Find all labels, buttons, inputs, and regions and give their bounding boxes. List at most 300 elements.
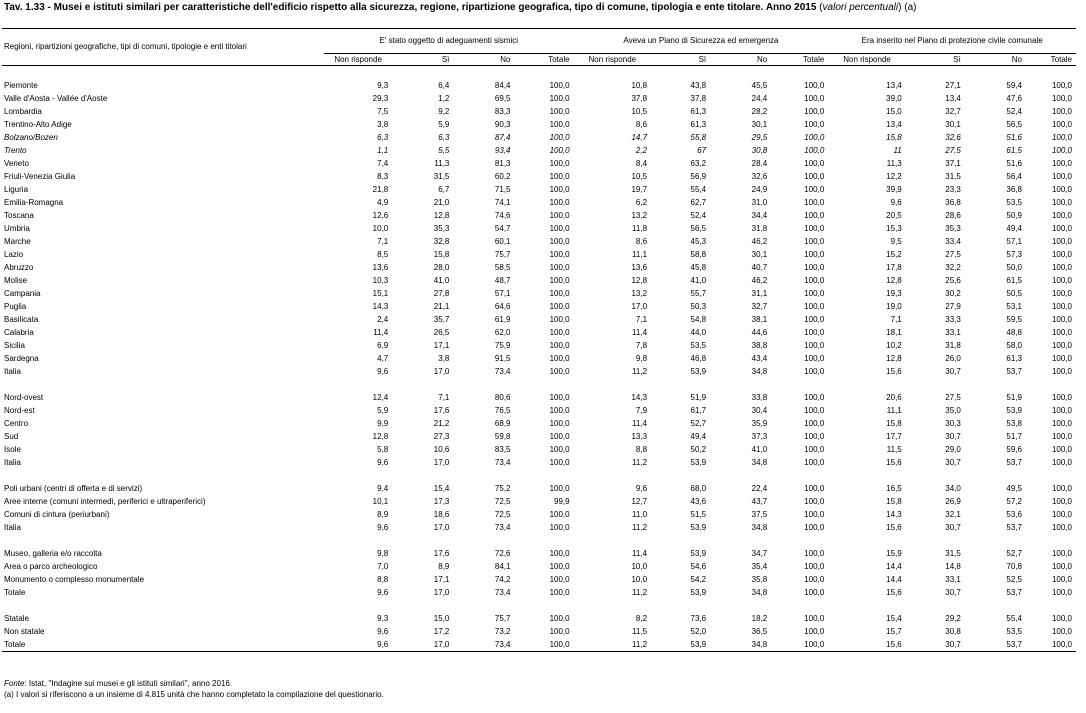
- table-row: [2, 313, 1076, 326]
- value-cell: 100,0: [549, 120, 570, 129]
- value-cell: 53,7: [965, 638, 1026, 652]
- value-cell: 2,4: [377, 315, 389, 324]
- value-cell: 52,7: [690, 419, 707, 428]
- value-cell: 11,3: [886, 159, 902, 168]
- value-cell: 8,5: [377, 250, 389, 259]
- row-label: Italia: [4, 458, 21, 467]
- title-unit-wrap: (valori percentuali) (a): [819, 2, 917, 13]
- value-cell: 53,7: [1006, 367, 1022, 376]
- value-cell: 100,0: [1051, 510, 1072, 519]
- value-cell: 17,6: [433, 406, 450, 415]
- value-cell: 93,4: [494, 146, 511, 155]
- section-spacer: [2, 599, 1076, 612]
- value-cell: 100,0: [549, 81, 570, 90]
- value-cell: 33,3: [945, 315, 961, 324]
- value-cell: 14,3: [886, 510, 902, 519]
- value-cell: 17,2: [433, 627, 450, 636]
- value-cell: 61,9: [494, 315, 511, 324]
- value-cell: 32,8: [433, 237, 450, 246]
- value-cell: 73,4: [494, 458, 511, 467]
- value-cell: 36,8: [1006, 185, 1022, 194]
- value-cell: 57,1: [494, 289, 511, 298]
- value-cell: 100,0: [1051, 393, 1072, 402]
- value-cell: 100,0: [549, 367, 570, 376]
- value-cell: 17,1: [433, 341, 450, 350]
- value-cell: 35,8: [751, 575, 768, 584]
- value-cell: 72,5: [494, 497, 511, 506]
- value-cell: 1,1: [377, 146, 389, 155]
- row-label: Bolzano/Bozen: [4, 133, 58, 142]
- value-cell: 100,0: [804, 120, 825, 129]
- row-label: Emilia-Romagna: [4, 198, 64, 207]
- value-cell: 100,0: [1051, 159, 1072, 168]
- value-cell: 61,7: [690, 406, 707, 415]
- value-cell: 41,0: [690, 276, 707, 285]
- value-cell: 100,0: [804, 263, 825, 272]
- value-cell: 29,3: [372, 94, 389, 103]
- spacer-cell: [2, 378, 1076, 391]
- value-cell: 26,0: [945, 354, 961, 363]
- row-label: Umbria: [4, 224, 30, 233]
- subcol-non-risponde: Non risponde: [574, 54, 651, 66]
- value-cell: 30,8: [945, 627, 961, 636]
- value-cell: 100,0: [549, 614, 570, 623]
- value-cell: 13,4: [945, 94, 961, 103]
- value-cell: 14,3: [631, 393, 648, 402]
- table-row: [2, 157, 1076, 170]
- value-cell: 52,5: [1006, 575, 1022, 584]
- value-cell: 11: [893, 146, 902, 155]
- value-cell: 17,3: [433, 497, 450, 506]
- value-cell: 9,6: [377, 458, 389, 467]
- value-cell: 43,8: [690, 81, 707, 90]
- value-cell: 10,2: [886, 341, 902, 350]
- value-cell: 61,3: [690, 120, 707, 129]
- value-cell: 100,0: [804, 341, 825, 350]
- value-cell: 15,6: [886, 367, 902, 376]
- table-row: [2, 118, 1076, 131]
- value-cell: 100,0: [804, 159, 825, 168]
- value-cell: 100,0: [549, 354, 570, 363]
- value-cell: 17,0: [433, 523, 450, 532]
- value-cell: 100,0: [1051, 406, 1072, 415]
- spacer-cell: [2, 534, 1076, 547]
- data-table: [2, 28, 1076, 652]
- value-cell: 30,1: [945, 120, 961, 129]
- value-cell: 58,8: [690, 250, 707, 259]
- value-cell: 100,0: [1051, 484, 1072, 493]
- title-unit: valori percentuali: [822, 2, 899, 13]
- subcol-totale: Totale: [515, 54, 574, 66]
- table-row: [2, 261, 1076, 274]
- value-cell: 100,0: [1051, 185, 1072, 194]
- value-cell: 13,2: [631, 211, 648, 220]
- value-cell: 34,4: [751, 211, 768, 220]
- value-cell: 100,0: [549, 198, 570, 207]
- value-cell: 30,7: [945, 523, 961, 532]
- value-cell: 18,1: [886, 328, 902, 337]
- value-cell: 10,0: [631, 562, 648, 571]
- value-cell: 11,2: [574, 638, 651, 652]
- value-cell: 14,7: [631, 133, 648, 142]
- value-cell: 11,0: [632, 510, 648, 519]
- value-cell: 15,2: [886, 250, 902, 259]
- value-cell: 76,5: [494, 406, 511, 415]
- value-cell: 10,1: [372, 497, 389, 506]
- value-cell: 12,2: [886, 172, 902, 181]
- value-cell: 45,8: [690, 263, 707, 272]
- value-cell: 8,6: [635, 120, 648, 129]
- source-label: Fonte: [4, 679, 25, 688]
- value-cell: 50,3: [690, 302, 707, 311]
- value-cell: 58,5: [494, 263, 511, 272]
- value-cell: 67: [697, 146, 707, 155]
- value-cell: 29,0: [945, 445, 961, 454]
- value-cell: 32,1: [945, 510, 961, 519]
- table-row: [2, 547, 1076, 560]
- value-cell: 53,1: [1006, 302, 1022, 311]
- value-cell: 59,8: [494, 432, 511, 441]
- value-cell: 23,3: [945, 185, 961, 194]
- value-cell: 9,8: [377, 549, 389, 558]
- value-cell: 51,7: [1006, 432, 1022, 441]
- value-cell: 100,0: [515, 638, 574, 652]
- table-row: [2, 183, 1076, 196]
- value-cell: 7,5: [377, 107, 389, 116]
- row-label: Campania: [4, 289, 41, 298]
- value-cell: 100,0: [1051, 172, 1072, 181]
- value-cell: 5,9: [377, 406, 389, 415]
- value-cell: 15,8: [886, 497, 902, 506]
- value-cell: 100,0: [549, 224, 570, 233]
- table-row: [2, 131, 1076, 144]
- value-cell: 9,6: [890, 198, 902, 207]
- value-cell: 58,0: [1006, 341, 1022, 350]
- value-cell: 84,4: [494, 81, 511, 90]
- value-cell: 74,2: [494, 575, 511, 584]
- value-cell: 100,0: [804, 419, 825, 428]
- source-note: [4, 678, 384, 689]
- value-cell: 45,5: [751, 81, 768, 90]
- row-label: Comuni di cintura (periurbani): [4, 510, 110, 519]
- value-cell: 27,1: [945, 81, 961, 90]
- value-cell: 100,0: [804, 107, 825, 116]
- value-cell: 100,0: [549, 250, 570, 259]
- value-cell: 9,4: [377, 484, 389, 493]
- value-cell: 100,0: [804, 614, 825, 623]
- value-cell: 15,3: [886, 224, 902, 233]
- subcol-non-risponde: Non risponde: [324, 54, 392, 66]
- value-cell: 9,6: [377, 627, 389, 636]
- value-cell: 100,0: [1051, 211, 1072, 220]
- value-cell: 75,7: [494, 614, 511, 623]
- value-cell: 100,0: [1051, 263, 1072, 272]
- value-cell: 100,0: [804, 237, 825, 246]
- value-cell: 56,9: [690, 172, 707, 181]
- value-cell: 100,0: [549, 419, 570, 428]
- value-cell: 8,4: [635, 159, 648, 168]
- value-cell: 10,0: [631, 575, 648, 584]
- value-cell: 17,1: [433, 575, 450, 584]
- value-cell: 39,9: [886, 185, 902, 194]
- section-spacer: [2, 66, 1076, 80]
- value-cell: 72,5: [494, 510, 511, 519]
- value-cell: 9,5: [890, 237, 902, 246]
- value-cell: 100,0: [549, 276, 570, 285]
- value-cell: 100,0: [804, 224, 825, 233]
- value-cell: 49,4: [690, 432, 707, 441]
- value-cell: 100,0: [804, 575, 825, 584]
- value-cell: 100,0: [1051, 146, 1072, 155]
- value-cell: 24,9: [751, 185, 768, 194]
- value-cell: 100,0: [549, 211, 570, 220]
- value-cell: 100,0: [1051, 445, 1072, 454]
- value-cell: 73,6: [690, 614, 707, 623]
- value-cell: 100,0: [1051, 315, 1072, 324]
- value-cell: 68,0: [690, 484, 707, 493]
- value-cell: 51,6: [1006, 159, 1022, 168]
- total-row: [2, 521, 1076, 534]
- value-cell: 15,0: [433, 614, 450, 623]
- value-cell: 100,0: [1051, 354, 1072, 363]
- value-cell: 55,8: [690, 133, 707, 142]
- value-cell: 18,6: [433, 510, 450, 519]
- value-cell: 100,0: [1051, 237, 1072, 246]
- value-cell: 6,3: [377, 133, 389, 142]
- value-cell: 43,7: [751, 497, 768, 506]
- value-cell: 9,8: [635, 354, 648, 363]
- value-cell: 90,3: [494, 120, 511, 129]
- value-cell: 75,9: [494, 341, 511, 350]
- value-cell: 15,4: [886, 614, 902, 623]
- value-cell: 52,0: [690, 627, 707, 636]
- table-row: [2, 391, 1076, 404]
- value-cell: 7,8: [635, 341, 648, 350]
- value-cell: 55,4: [690, 185, 707, 194]
- value-cell: 61,3: [1006, 354, 1022, 363]
- value-cell: 100,0: [549, 458, 570, 467]
- subcol-no: No: [453, 54, 514, 66]
- value-cell: 52,4: [690, 211, 707, 220]
- value-cell: 14,4: [886, 575, 902, 584]
- table-row: [2, 404, 1076, 417]
- value-cell: 32,7: [945, 107, 961, 116]
- value-cell: 43,4: [751, 354, 768, 363]
- value-cell: 100,0: [1051, 341, 1072, 350]
- row-label: Poli urbani (centri di offerta e di servizi): [4, 484, 143, 493]
- value-cell: 10,3: [372, 276, 389, 285]
- table-row: [2, 274, 1076, 287]
- value-cell: 100,0: [549, 237, 570, 246]
- total-row: [2, 586, 1076, 599]
- value-cell: 30,2: [945, 289, 961, 298]
- value-cell: 6,9: [377, 341, 389, 350]
- group-header-piano-sicurezza: Aveva un Piano di Sicurezza ed emergenza: [623, 36, 779, 45]
- value-cell: 100,0: [1051, 276, 1072, 285]
- value-cell: 20,6: [886, 393, 902, 402]
- value-cell: 34,8: [710, 638, 771, 652]
- row-label: Liguria: [4, 185, 29, 194]
- value-cell: 100,0: [1051, 328, 1072, 337]
- row-label: Monumento o complesso monumentale: [4, 575, 145, 584]
- value-cell: 100,0: [804, 198, 825, 207]
- value-cell: 75,2: [494, 484, 511, 493]
- value-cell: 71,5: [494, 185, 511, 194]
- row-label: Puglia: [4, 302, 27, 311]
- value-cell: 100,0: [1051, 588, 1072, 597]
- value-cell: 10,5: [631, 107, 648, 116]
- value-cell: 100,0: [549, 341, 570, 350]
- value-cell: 5,9: [438, 120, 450, 129]
- total-row: [2, 365, 1076, 378]
- value-cell: 100,0: [1051, 289, 1072, 298]
- value-cell: 14,4: [886, 562, 902, 571]
- value-cell: 19,3: [886, 289, 902, 298]
- value-cell: 30,7: [945, 367, 961, 376]
- value-cell: 100,0: [549, 627, 570, 636]
- value-cell: 100,0: [549, 562, 570, 571]
- value-cell: 11,2: [632, 523, 648, 532]
- value-cell: 100,0: [549, 588, 570, 597]
- value-cell: 33,8: [751, 393, 768, 402]
- subcol-si: Sì: [651, 54, 710, 66]
- table-row: [2, 573, 1076, 586]
- value-cell: 52,7: [1006, 549, 1022, 558]
- value-cell: 13,3: [631, 432, 648, 441]
- value-cell: 100,0: [1051, 419, 1072, 428]
- value-cell: 100,0: [1051, 562, 1072, 571]
- value-cell: 100,0: [549, 302, 570, 311]
- value-cell: 6,4: [438, 81, 450, 90]
- value-cell: 56,4: [1006, 172, 1022, 181]
- value-cell: 100,0: [804, 523, 825, 532]
- row-label: Veneto: [4, 159, 29, 168]
- value-cell: 27,9: [945, 302, 961, 311]
- value-cell: 32,6: [945, 133, 961, 142]
- value-cell: 34,8: [751, 458, 768, 467]
- value-cell: 100,0: [804, 185, 825, 194]
- table-row: [2, 92, 1076, 105]
- table-row: [2, 326, 1076, 339]
- value-cell: 12,7: [631, 497, 648, 506]
- row-label: Trento: [4, 146, 27, 155]
- value-cell: 9,6: [377, 588, 389, 597]
- value-cell: 100,0: [804, 393, 825, 402]
- value-cell: 63,2: [690, 159, 707, 168]
- value-cell: 51,5: [690, 510, 707, 519]
- value-cell: 47,6: [1006, 94, 1022, 103]
- value-cell: 99,9: [554, 497, 570, 506]
- value-cell: 60,1: [494, 237, 511, 246]
- value-cell: 31,8: [751, 224, 768, 233]
- source-text: : Istat, "Indagine sui musei e gli istituti similari", anno 2016.: [24, 679, 233, 688]
- value-cell: 7,1: [377, 237, 389, 246]
- value-cell: 56,5: [1006, 120, 1022, 129]
- value-cell: 37,3: [751, 432, 768, 441]
- table-row: [2, 508, 1076, 521]
- section-spacer: [2, 378, 1076, 391]
- value-cell: 73,4: [494, 523, 511, 532]
- value-cell: 54,7: [494, 224, 511, 233]
- value-cell: 9,6: [377, 367, 389, 376]
- value-cell: 30,7: [945, 588, 961, 597]
- value-cell: 53,9: [690, 458, 707, 467]
- row-label: Museo, galleria e/o raccolta: [4, 549, 102, 558]
- row-label: Sardegna: [4, 354, 39, 363]
- value-cell: 31,8: [945, 341, 961, 350]
- group-header-protezione-civile: Era inserito nel Piano di protezione civile comunale: [861, 36, 1043, 45]
- value-cell: 61,5: [1006, 146, 1022, 155]
- value-cell: 73,4: [494, 367, 511, 376]
- value-cell: 59,6: [1006, 445, 1022, 454]
- value-cell: 100,0: [549, 432, 570, 441]
- value-cell: 18,2: [751, 614, 768, 623]
- value-cell: 100,0: [804, 315, 825, 324]
- row-label: Totale: [4, 588, 26, 597]
- value-cell: 4,9: [377, 198, 389, 207]
- value-cell: 57,3: [1006, 250, 1022, 259]
- value-cell: 46,2: [751, 276, 768, 285]
- value-cell: 100,0: [804, 328, 825, 337]
- table-row: [2, 625, 1076, 638]
- value-cell: 100,0: [1051, 497, 1072, 506]
- title-main: Tav. 1.33 - Musei e istituti similari per caratteristiche dell'edificio rispetto alla sicurezza, regione, ripartizione geografica, tipo di comune, tipologia e ente titolare. Anno 2015: [4, 2, 817, 13]
- value-cell: 28,6: [945, 211, 961, 220]
- value-cell: 100,0: [1051, 250, 1072, 259]
- value-cell: 15,8: [886, 133, 902, 142]
- value-cell: 25,6: [945, 276, 961, 285]
- value-cell: 100,0: [549, 328, 570, 337]
- value-cell: 49,4: [1006, 224, 1022, 233]
- value-cell: 100,0: [549, 159, 570, 168]
- value-cell: 12,8: [631, 276, 648, 285]
- value-cell: 21,2: [433, 419, 450, 428]
- value-cell: 20,5: [886, 211, 902, 220]
- subcol-non-risponde: Non risponde: [828, 54, 905, 66]
- value-cell: 11,4: [373, 328, 389, 337]
- value-cell: 48,8: [1006, 328, 1022, 337]
- value-cell: 30,8: [751, 146, 768, 155]
- value-cell: 100,0: [804, 250, 825, 259]
- value-cell: 50,5: [1006, 289, 1022, 298]
- value-cell: 46,8: [690, 354, 707, 363]
- value-cell: 74,6: [494, 211, 511, 220]
- table-row: [2, 144, 1076, 157]
- value-cell: 53,5: [1006, 627, 1022, 636]
- value-cell: 15,9: [886, 549, 902, 558]
- value-cell: 59,5: [1006, 315, 1022, 324]
- value-cell: 8,3: [377, 172, 389, 181]
- row-label: Valle d'Aosta - Vallée d'Aoste: [4, 94, 108, 103]
- value-cell: 39,0: [886, 94, 902, 103]
- row-label: Nord-est: [4, 406, 35, 415]
- value-cell: 37,5: [751, 510, 768, 519]
- value-cell: 10,0: [372, 224, 389, 233]
- value-cell: 100,0: [549, 107, 570, 116]
- value-cell: 56,5: [690, 224, 707, 233]
- row-label: Non statale: [4, 627, 45, 636]
- value-cell: 17,0: [433, 588, 450, 597]
- value-cell: 9,3: [377, 81, 389, 90]
- table-row: [2, 248, 1076, 261]
- value-cell: 100,0: [804, 146, 825, 155]
- subcol-si: Sì: [392, 54, 453, 66]
- value-cell: 15,8: [433, 250, 450, 259]
- row-label: Sud: [4, 432, 19, 441]
- value-cell: 100,0: [1051, 133, 1072, 142]
- row-label: Isole: [4, 445, 21, 454]
- value-cell: 34,8: [751, 367, 768, 376]
